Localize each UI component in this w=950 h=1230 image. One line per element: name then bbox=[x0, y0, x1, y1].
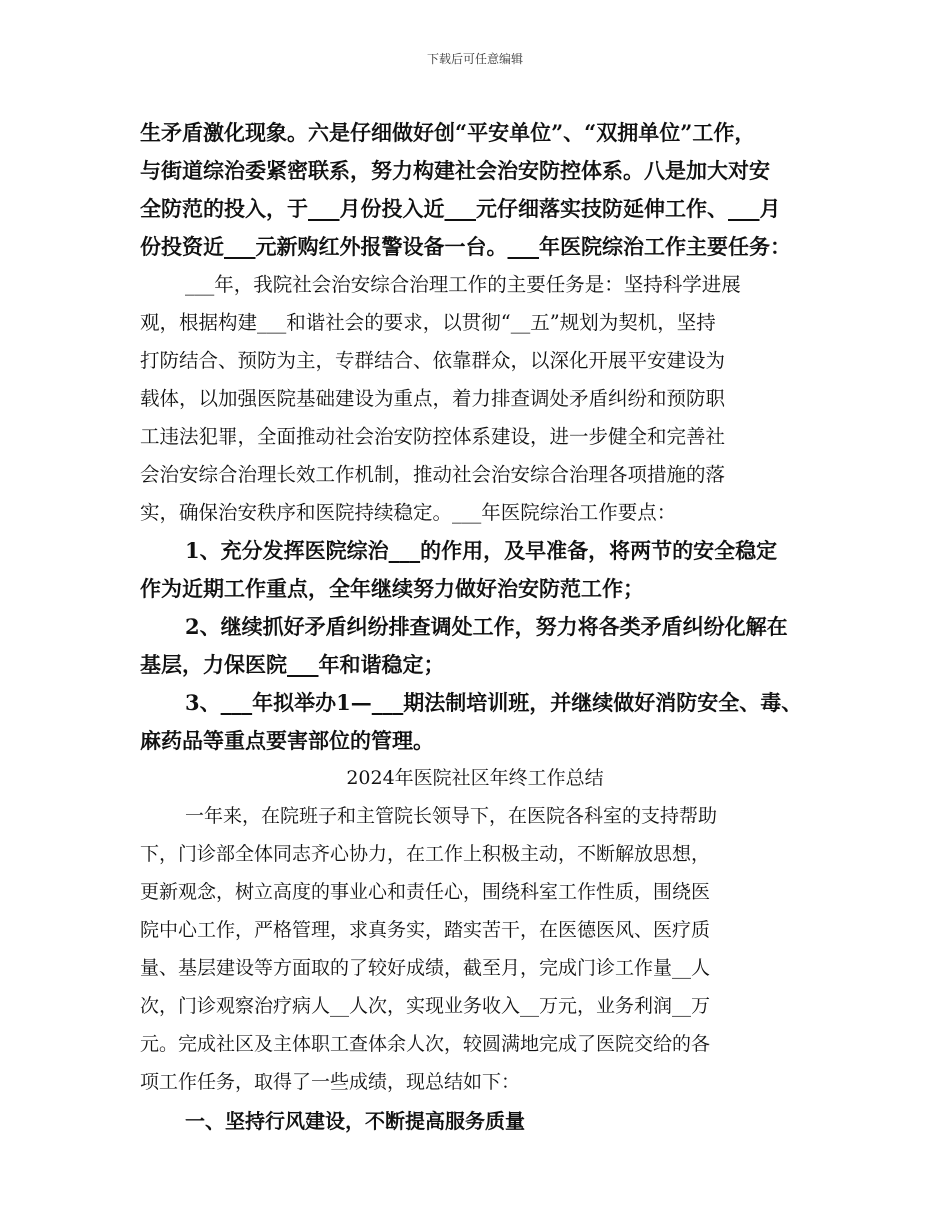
text-line: ___年，我院社会治安综合治理工作的主要任务是：坚持科学进展 bbox=[185, 273, 741, 296]
text-line: 量、基层建设等方面取的了较好成绩，截至月，完成门诊工作量__人 bbox=[140, 957, 711, 979]
text-line: 项工作任务，取得了一些成绩，现总结如下： bbox=[140, 1071, 521, 1093]
text-line: 院中心工作，严格管理，求真务实，踏实苦干，在医德医风、医疗质 bbox=[140, 919, 711, 941]
text-line: 作为近期工作重点，全年继续努力做好治安防范工作； bbox=[140, 576, 644, 601]
text-line: 观，根据构建___和谐社会的要求，以贯彻“__五”规划为契机，坚持 bbox=[140, 311, 716, 334]
page-header: 下载后可任意编辑 bbox=[426, 52, 523, 66]
point-3: 3、___年拟举办1—___期法制培训班，并继续做好消防安全、毒、 bbox=[185, 690, 803, 715]
text-line: 载体，以加强医院基础建设为重点，着力排查调处矛盾纠纷和预防职 bbox=[140, 387, 726, 410]
text-line: 打防结合、预防为主，专群结合、依靠群众，以深化开展平安建设为 bbox=[140, 349, 726, 372]
section-heading: 一、坚持行风建设，不断提高服务质量 bbox=[185, 1109, 525, 1133]
text-line: 生矛盾激化现象。六是仔细做好创“平安单位”、“双拥单位”工作， bbox=[140, 120, 756, 145]
point-1: 1、充分发挥医院综治___的作用，及早准备，将两节的安全稳定 bbox=[185, 538, 778, 563]
text-line: 工违法犯罪，全面推动社会治安防控体系建设，进一步健全和完善社 bbox=[140, 425, 726, 448]
text-line: 一年来，在院班子和主管院长领导下，在医院各科室的支持帮助 bbox=[185, 805, 718, 827]
text-line: 全防范的投入，于___月份投入近___元仔细落实技防延伸工作、___月 bbox=[140, 196, 781, 221]
text-line: 会治安综合治理长效工作机制，推动社会治安综合治理各项措施的落 bbox=[140, 463, 726, 486]
document-title: 2024年医院社区年终工作总结 bbox=[346, 767, 604, 789]
text-line: 麻药品等重点要害部位的管理。 bbox=[140, 728, 434, 753]
text-line: 份投资近___元新购红外报警设备一台。___年医院综治工作主要任务： bbox=[140, 234, 791, 259]
text-line: 元。完成社区及主体职工查体余人次，较圆满地完成了医院交给的各 bbox=[140, 1033, 711, 1055]
point-2: 2、继续抓好矛盾纠纷排查调处工作，努力将各类矛盾纠纷化解在 bbox=[185, 614, 788, 639]
text-line: 与街道综治委紧密联系，努力构建社会治安防控体系。八是加大对安 bbox=[140, 158, 770, 183]
text-line: 基层，力保医院___年和谐稳定； bbox=[140, 652, 445, 677]
text-line: 更新观念，树立高度的事业心和责任心，围绕科室工作性质，围绕医 bbox=[140, 881, 711, 903]
text-line: 次，门诊观察治疗病人__人次，实现业务收入__万元，业务利润__万 bbox=[140, 995, 711, 1017]
text-line: 下，门诊部全体同志齐心协力，在工作上积极主动，不断解放思想， bbox=[140, 843, 711, 865]
text-line: 实，确保治安秩序和医院持续稳定。___年医院综治工作要点： bbox=[140, 501, 677, 524]
